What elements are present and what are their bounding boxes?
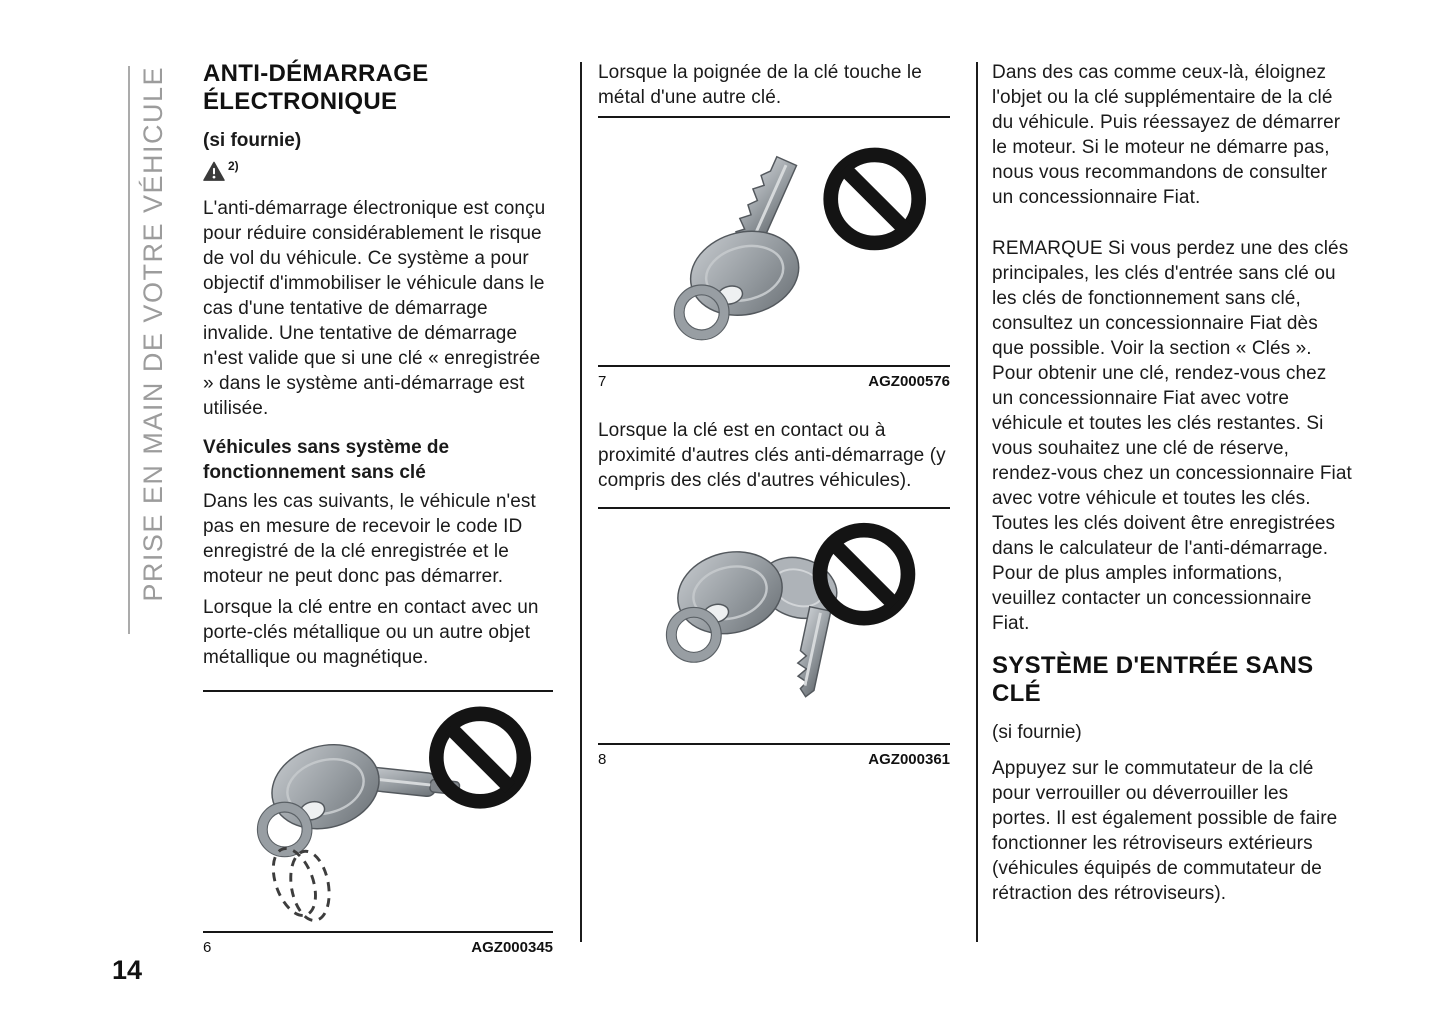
key-illustration-6 <box>203 690 553 933</box>
warning-triangle-icon <box>203 161 225 187</box>
figure-number: 6 <box>203 939 212 956</box>
figure-number: 7 <box>598 373 607 390</box>
prohibition-icon <box>831 155 919 243</box>
figure-code: AGZ000576 <box>868 373 950 390</box>
sidebar-strip <box>128 66 172 634</box>
key-touching-other-key-graphic <box>598 116 950 367</box>
column-2 <box>598 60 950 768</box>
figure-7-caption <box>598 367 950 390</box>
paragraph-keyless-entry: Appuyez sur le commutateur de la clé pour verrouiller ou déverrouiller les portes. Il est également possible de faire fonctionner les rétroviseurs extérieurs (véhicules équipés de commutateur de rétraction des rétroviseurs). <box>992 758 1338 904</box>
figure-7 <box>598 116 950 390</box>
key-near-other-immobilizer-key-graphic <box>598 507 950 745</box>
figure-8-caption <box>598 745 950 768</box>
availability-note: (si fournie) <box>992 722 1082 743</box>
key-with-metal-keyring-graphic <box>203 690 553 933</box>
key-illustration-7 <box>598 116 950 367</box>
section-heading-keyless-entry: SYSTÈME D'ENTRÉE SANS CLÉ <box>992 652 1314 707</box>
paragraph-move-object-away: Dans des cas comme ceux-là, éloignez l'objet ou la clé supplémentaire de la clé du véhicule. Puis réessayez de démarrer le moteur. Si le moteur ne démarre pas, nous vous recommandons de consulter un concessionnaire Fiat. <box>992 62 1341 208</box>
paragraph-remarque-lost-keys: REMARQUE Si vous perdez une des clés principales, les clés d'entrée sans clé ou les clés de fonctionnement sans clé, consultez un concessionnaire Fiat dès que possible. Voir la section « Clés ». Pour obtenir une clé, rendez-vous chez un concessionnaire Fiat avec votre véhicule et toutes les clés restantes. Si vous souhaitez une clé de réserve, rendez-vous chez un concessionnaire Fiat avec votre véhicule et toutes les clés. Toutes les clés doivent être enregistrées dans le calculateur de l'anti-démarrage. Pour de plus amples informations, veuillez contacter un concessionnaire Fiat. <box>992 238 1352 634</box>
paragraph-proximity-keys: Lorsque la clé est en contact ou à proximité d'autres clés anti-démarrage (y compris des clés d'autres véhicules). <box>598 420 946 491</box>
sidebar-vertical-label: PRISE EN MAIN DE VOTRE VÉHICULE <box>138 66 168 602</box>
subsection-heading-vehicles-without-keyless: Véhicules sans système de fonctionnement sans clé <box>203 437 450 483</box>
prohibition-icon <box>820 530 908 618</box>
paragraph-immobilizer-intro: L'anti-démarrage électronique est conçu pour réduire considérablement le risque de vol du véhicule. Ce système a pour objectif d'immobiliser le véhicule dans le cas d'une tentative de démarrage invalide. Une tentative de démarrage n'est valide que si une clé « enregistrée » dans le système anti-démarrage est utilisée. <box>203 198 546 419</box>
prohibition-icon <box>436 714 524 802</box>
column-1 <box>203 60 553 956</box>
warning-reference-row <box>203 161 553 185</box>
page-number: 14 <box>112 955 143 985</box>
figure-6 <box>203 690 553 956</box>
figure-6-caption <box>203 933 553 956</box>
figure-code: AGZ000361 <box>868 751 950 768</box>
key-blade-with-teeth <box>791 607 831 699</box>
availability-note: (si fournie) <box>203 130 302 151</box>
figure-code: AGZ000345 <box>471 939 553 956</box>
paragraph-metal-contact: Lorsque la clé entre en contact avec un porte-clés métallique ou un autre objet métallique ou magnétique. <box>203 597 539 668</box>
section-heading-anti-demarrage: ANTI-DÉMARRAGE ÉLECTRONIQUE <box>203 60 429 115</box>
paragraph-id-code: Dans les cas suivants, le véhicule n'est pas en mesure de recevoir le code ID enregistré de la clé enregistrée et le moteur ne peut donc pas démarrer. <box>203 491 536 587</box>
column-divider-2 <box>976 62 978 942</box>
figure-8 <box>598 507 950 768</box>
paragraph-handle-touch: Lorsque la poignée de la clé touche le métal d'une autre clé. <box>598 62 922 108</box>
warning-ref-number: 2) <box>228 159 239 173</box>
column-divider-1 <box>580 62 582 942</box>
column-3 <box>992 60 1352 906</box>
figure-number: 8 <box>598 751 607 768</box>
key-illustration-8 <box>598 507 950 745</box>
